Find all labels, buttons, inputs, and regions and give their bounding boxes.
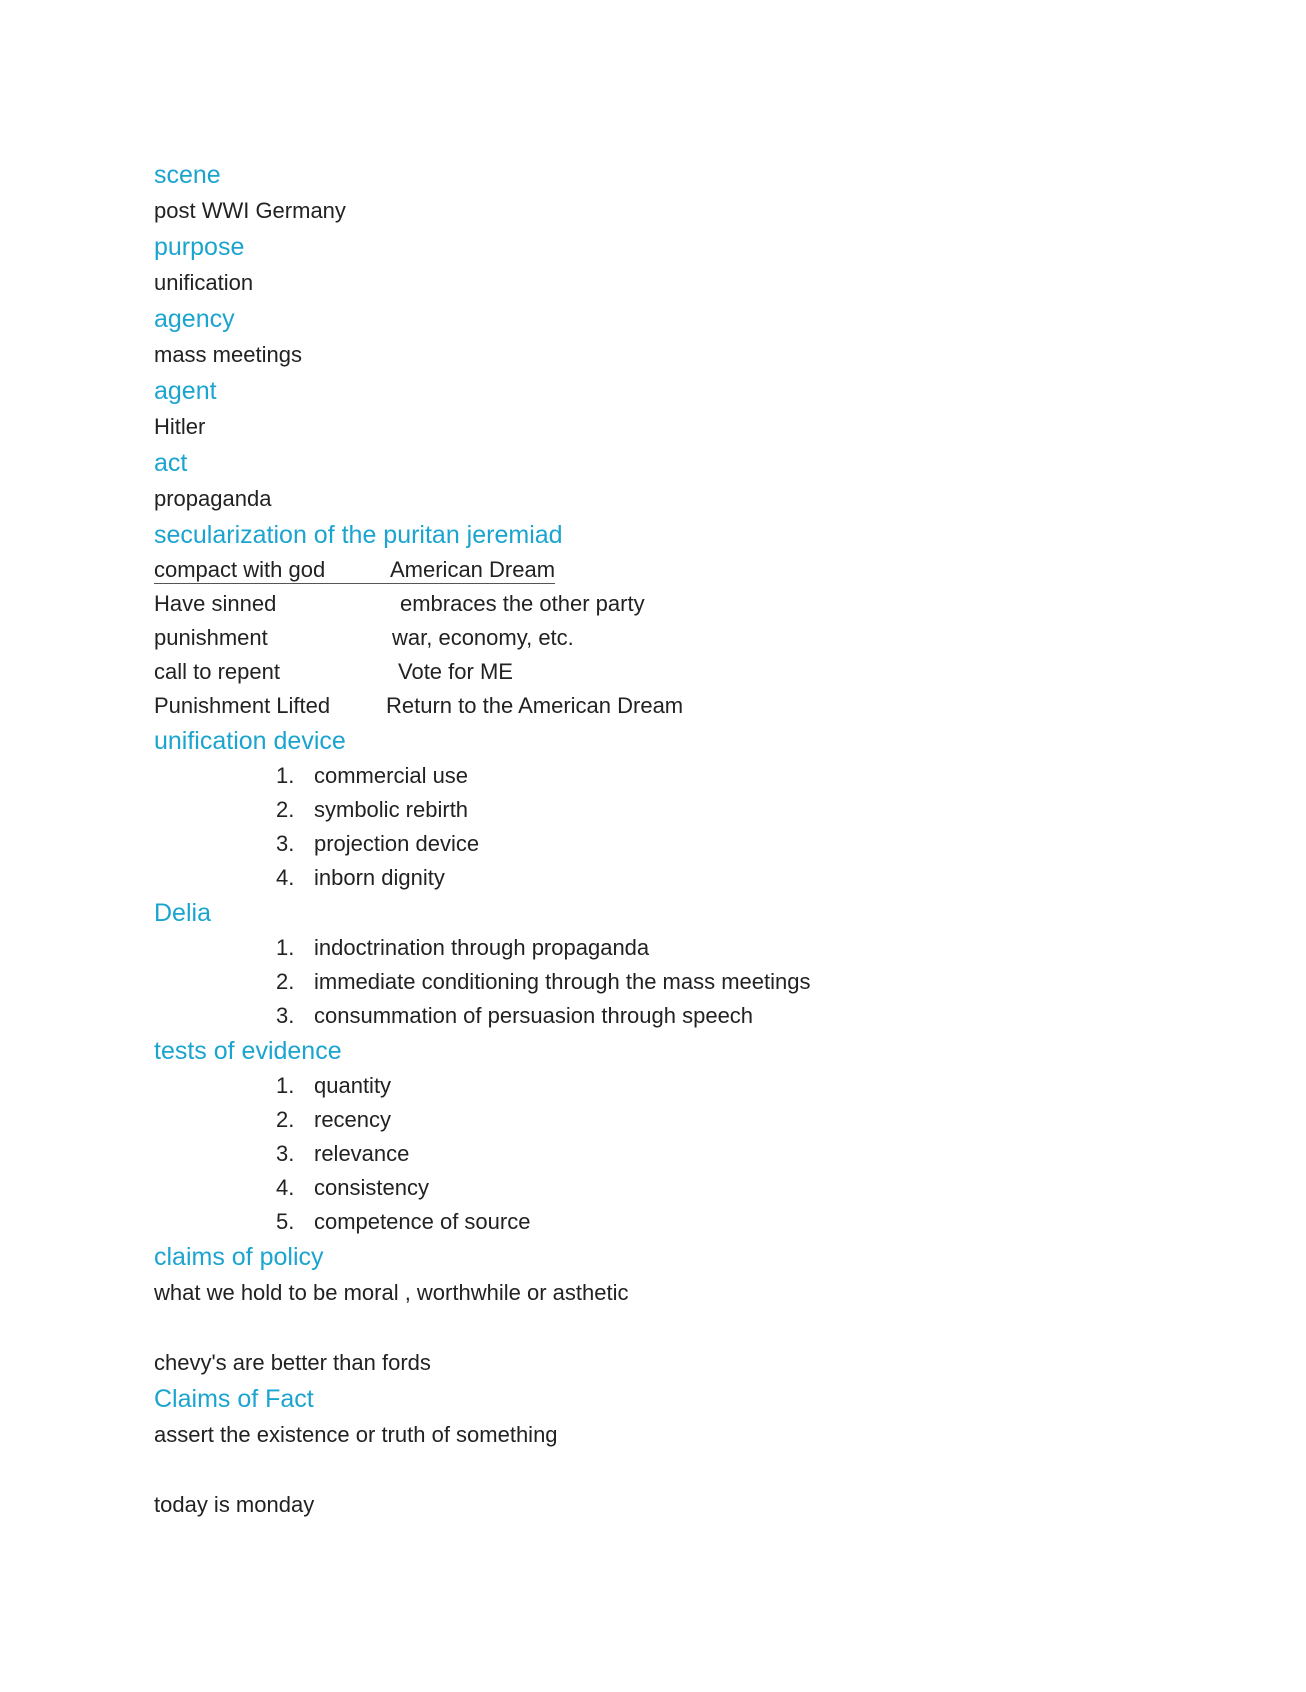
scene-value: post WWI Germany: [154, 198, 346, 223]
claims-of-policy-example: chevy's are better than fords: [154, 1350, 431, 1375]
heading-tests-of-evidence: tests of evidence: [154, 1037, 342, 1065]
list-item: [154, 1069, 1154, 1103]
jeremiad-row: [154, 655, 1154, 689]
list-number: 2.: [276, 797, 295, 822]
list-item-text: quantity: [314, 1073, 392, 1098]
tests-of-evidence-list: [154, 1069, 1154, 1239]
jeremiad-row-left: call to repent: [154, 659, 280, 684]
jeremiad-row-left: Punishment Lifted: [154, 693, 331, 718]
list-item: [154, 1205, 1154, 1239]
list-number: 1.: [276, 1073, 295, 1098]
list-item: [154, 1103, 1154, 1137]
list-item: [154, 1171, 1154, 1205]
list-item-text: projection device: [314, 831, 480, 856]
list-item-text: immediate conditioning through the mass meetings: [314, 969, 811, 994]
notes-content: [154, 157, 1154, 1523]
heading-claims-of-fact: Claims of Fact: [154, 1385, 314, 1413]
heading-claims-of-policy: claims of policy: [154, 1243, 324, 1271]
heading-delia: Delia: [154, 899, 211, 927]
heading-agency: agency: [154, 305, 235, 333]
purpose-value: unification: [154, 270, 254, 295]
list-item-text: commercial use: [314, 763, 469, 788]
act-value: propaganda: [154, 486, 272, 511]
heading-act: act: [154, 449, 188, 477]
jeremiad-row-right: war, economy, etc.: [392, 625, 574, 650]
list-number: 5.: [276, 1209, 295, 1234]
list-number: 3.: [276, 1003, 295, 1028]
claims-of-fact-definition: assert the existence or truth of something: [154, 1422, 558, 1447]
jeremiad-row-right: embraces the other party: [400, 591, 645, 616]
list-item: [154, 965, 1154, 999]
list-item-text: consummation of persuasion through speech: [314, 1003, 754, 1028]
list-item: [154, 793, 1154, 827]
list-number: 3.: [276, 831, 295, 856]
jeremiad-row-left: Have sinned: [154, 591, 277, 616]
list-item: [154, 827, 1154, 861]
delia-list: [154, 931, 1154, 1033]
heading-purpose: purpose: [154, 233, 245, 261]
heading-unification-device: unification device: [154, 727, 346, 755]
list-item-text: recency: [314, 1107, 392, 1132]
list-item: [154, 931, 1154, 965]
paragraph-spacer: [154, 1311, 1154, 1345]
list-number: 3.: [276, 1141, 295, 1166]
jeremiad-table-header: [154, 553, 1154, 587]
jeremiad-row-left: punishment: [154, 625, 268, 650]
list-item-text: symbolic rebirth: [314, 797, 469, 822]
list-number: 2.: [276, 969, 295, 994]
list-number: 2.: [276, 1107, 295, 1132]
agent-value: Hitler: [154, 414, 206, 439]
jeremiad-row: [154, 689, 1154, 723]
claims-of-policy-definition: what we hold to be moral , worthwhile or asthetic: [154, 1280, 629, 1305]
list-item-text: indoctrination through propaganda: [314, 935, 650, 960]
heading-jeremiad: secularization of the puritan jeremiad: [154, 521, 563, 549]
list-item: [154, 759, 1154, 793]
jeremiad-header-left: compact with god: [154, 557, 390, 584]
list-item: [154, 861, 1154, 895]
heading-scene: scene: [154, 161, 221, 189]
list-item-text: consistency: [314, 1175, 429, 1200]
jeremiad-row: [154, 587, 1154, 621]
list-number: 4.: [276, 1175, 295, 1200]
list-item-text: relevance: [314, 1141, 410, 1166]
agency-value: mass meetings: [154, 342, 302, 367]
jeremiad-row: [154, 621, 1154, 655]
unification-device-list: [154, 759, 1154, 895]
list-number: 1.: [276, 763, 295, 788]
heading-agent: agent: [154, 377, 217, 405]
list-number: 4.: [276, 865, 295, 890]
jeremiad-row-right: Return to the American Dream: [386, 693, 684, 718]
list-item: [154, 999, 1154, 1033]
list-item-text: inborn dignity: [314, 865, 445, 890]
list-item: [154, 1137, 1154, 1171]
paragraph-spacer: [154, 1453, 1154, 1487]
jeremiad-row-right: Vote for ME: [398, 659, 513, 684]
claims-of-fact-example: today is monday: [154, 1492, 315, 1517]
list-number: 1.: [276, 935, 295, 960]
jeremiad-header-right: American Dream: [390, 557, 556, 582]
list-item-text: competence of source: [314, 1209, 531, 1234]
